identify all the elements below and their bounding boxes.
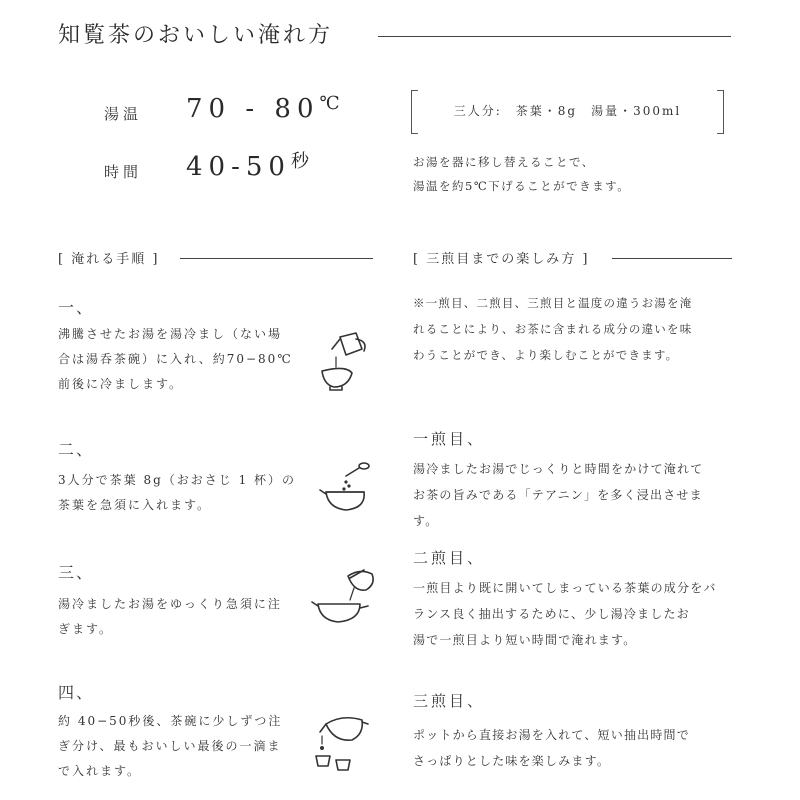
kettle-pouring-icon [312, 325, 372, 393]
step-text: 約 40−50秒後、茶碗に少しずつ注 ぎ分け、最もおいしい最後の一滴ま で入れます。 [58, 714, 283, 778]
enjoy-heading-divider [612, 258, 732, 259]
steps-heading: [ 淹れる手順 ] [58, 252, 160, 267]
spoon-teapot-icon [316, 458, 376, 514]
step-number: 二、 [58, 440, 95, 459]
temp-unit: ℃ [319, 93, 340, 114]
step-number: 三、 [58, 563, 95, 582]
bowl-to-teapot-icon [310, 566, 380, 626]
temp-value: 70 - 80℃ [186, 93, 340, 124]
page-title: 知覧茶のおいしい淹れ方 [58, 23, 334, 48]
infusion-title: 三煎目、 [413, 692, 486, 710]
teapot-cups-icon [312, 710, 372, 780]
temp-note-line: お湯を器に移し替えることで、 [413, 155, 595, 169]
infusion-title: 二煎目、 [413, 549, 486, 567]
time-unit: 秒 [290, 151, 309, 172]
step-text: 3人分で茶葉 8g（おおさじ 1 杯）の 茶葉を急須に入れます。 [58, 473, 297, 512]
step-number: 一、 [58, 298, 95, 317]
steps-heading-divider [180, 258, 373, 259]
temp-note [413, 150, 630, 198]
title-divider [378, 36, 731, 37]
enjoy-heading: [ 三煎目までの楽しみ方 ] [413, 252, 590, 267]
enjoy-note: ※一煎目、二煎目、三煎目と温度の違うお湯を淹 れることにより、お茶に含まれる成分の違いを味 わうことができ、より楽しむことができます。 [413, 296, 693, 362]
step-number: 四、 [58, 683, 95, 702]
infusion-text: 湯冷ましたお湯でじっくりと時間をかけて淹れて お茶の旨みである「テアニン」を多く浸出させま す。 [413, 462, 704, 528]
infusion-title: 一煎目、 [413, 430, 486, 448]
amount-box [411, 90, 724, 132]
temp-note-line: 湯温を約5℃下げることができます。 [413, 179, 631, 193]
step-text: 湯冷ましたお湯をゆっくり急須に注 ぎます。 [58, 597, 282, 636]
infusion-text: 一煎目より既に開いてしまっている茶葉の成分をバ ランス良く抽出するために、少し湯冷ましたお 湯で一煎目より短い時間で淹れます。 [413, 581, 717, 647]
time-value: $40-50^秒$ [186, 151, 309, 182]
amount-text: 三人分: 茶葉・8g 湯量・300ml [453, 104, 682, 118]
time-label: 時間 [104, 163, 143, 181]
step-text: 沸騰させたお湯を湯冷まし（ない場 合は湯呑茶碗）に入れ、約70−80℃ 前後に冷まします。 [58, 327, 293, 391]
infusion-text: ポットから直接お湯を入れて、短い抽出時間で さっぱりとした味を楽しみます。 [413, 728, 690, 768]
temp-label: 湯温 [104, 105, 143, 123]
